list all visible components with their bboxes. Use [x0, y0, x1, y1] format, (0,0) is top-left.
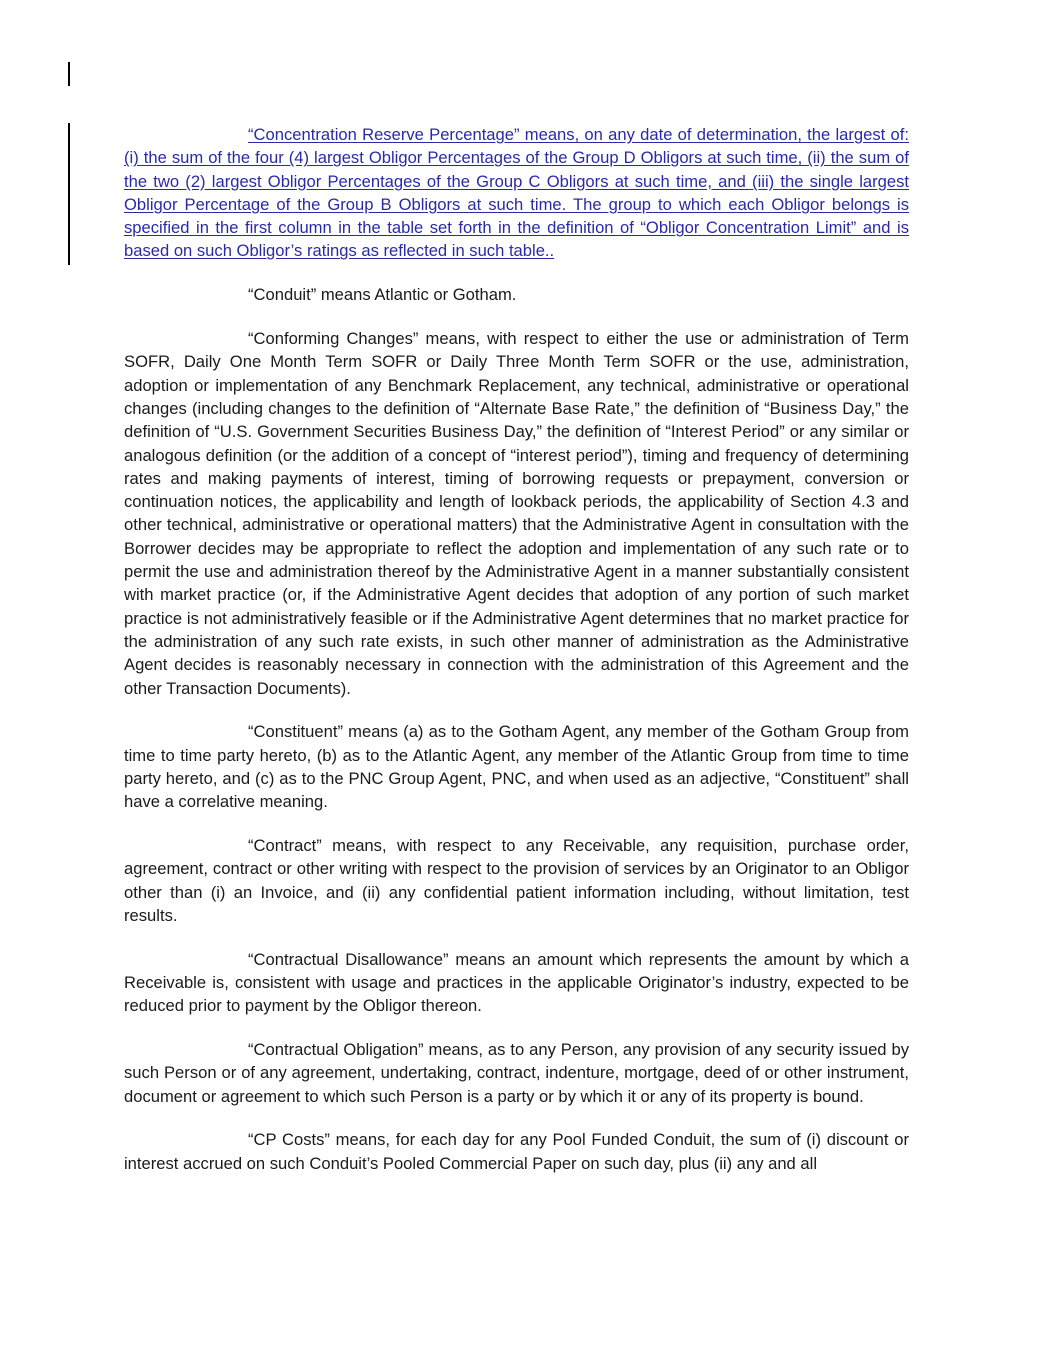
revision-change-bar	[68, 123, 70, 265]
definition-cp-costs: “CP Costs” means, for each day for any Pool Funded Conduit, the sum of (i) discount or interest accrued on such Conduit’s Pooled Commercial Paper on such day, plus (ii) any and all	[124, 1130, 909, 1173]
definition-contractual-disallowance: “Contractual Disallowance” means an amount which represents the amount by which a Receivable is, consistent with usage and practices in the applicable Originator’s industry, expected to be reduced prior to payment by the Obligor thereon.	[124, 949, 909, 1016]
change-bar	[68, 62, 70, 86]
definition-concentration-reserve-percentage: “Concentration Reserve Percentage” means, on any date of determination, the largest of: (i) the sum of the four (4) largest Obligor Percentages of the Group D Obligors at such time, (ii) the sum of the two (2) largest Obligor Percentages of the Group C Obligors at such time, and (iii) the single largest Obligor Percentage of the Group B Obligors at such time. The group to which each Obligor belongs is specified in the first column in the table set forth in the definition of “Obligor Concentration Limit” and is based on such Obligor’s ratings as reflected in such table..	[124, 125, 909, 261]
definition-constituent: “Constituent” means (a) as to the Gotham Agent, any member of the Gotham Group from time to time party hereto, (b) as to the Atlantic Agent, any member of the Atlantic Group from time to time party hereto, and (c) as to the PNC Group Agent, PNC, and when used as an adjective, “Constituent” shall have a correlative meaning.	[124, 722, 909, 812]
definition-conduit: “Conduit” means Atlantic or Gotham.	[248, 285, 517, 305]
definition-contractual-obligation: “Contractual Obligation” means, as to any Person, any provision of any security issued by such Person or of any agreement, undertaking, contract, indenture, mortgage, deed of or other instrument, document or agreement to which such Person is a party or by which it or any of its property is bound.	[124, 1040, 909, 1106]
document-body	[124, 123, 909, 1196]
definition-conforming-changes: “Conforming Changes” means, with respect to either the use or administration of Term SOFR, Daily One Month Term SOFR or Daily Three Month Term SOFR or the use, administration, adoption or implementation of any Benchmark Replacement, any technical, administrative or operational changes (including changes to the definition of “Alternate Base Rate,” the definition of “Business Day,” the definition of “U.S. Government Securities Business Day,” the definition of “Interest Period” or any similar or analogous definition (or the addition of a concept of “interest period”), timing and frequency of determining rates and making payments of interest, timing of borrowing requests or prepayment, conversion or continuation notices, the applicability and length of lookback periods, the applicability of Section 4.3 and other technical, administrative or operational matters) that the Administrative Agent in consultation with the Borrower decides may be appropriate to reflect the adoption and implementation of any such rate or to permit the use and administration thereof by the Administrative Agent in a manner substantially consistent with market practice (or, if the Administrative Agent decides that adoption of any portion of such market practice is not administratively feasible or if the Administrative Agent determines that no market practice for the administration of any such rate exists, in such other manner of administration as the Administrative Agent decides is reasonably necessary in connection with the administration of this Agreement and the other Transaction Documents).	[124, 329, 909, 698]
definition-contract: “Contract” means, with respect to any Receivable, any requisition, purchase order, agreement, contract or other writing with respect to the provision of services by an Originator to an Obligor other than (i) an Invoice, and (ii) any confidential patient information including, without limitation, test results.	[124, 836, 909, 925]
